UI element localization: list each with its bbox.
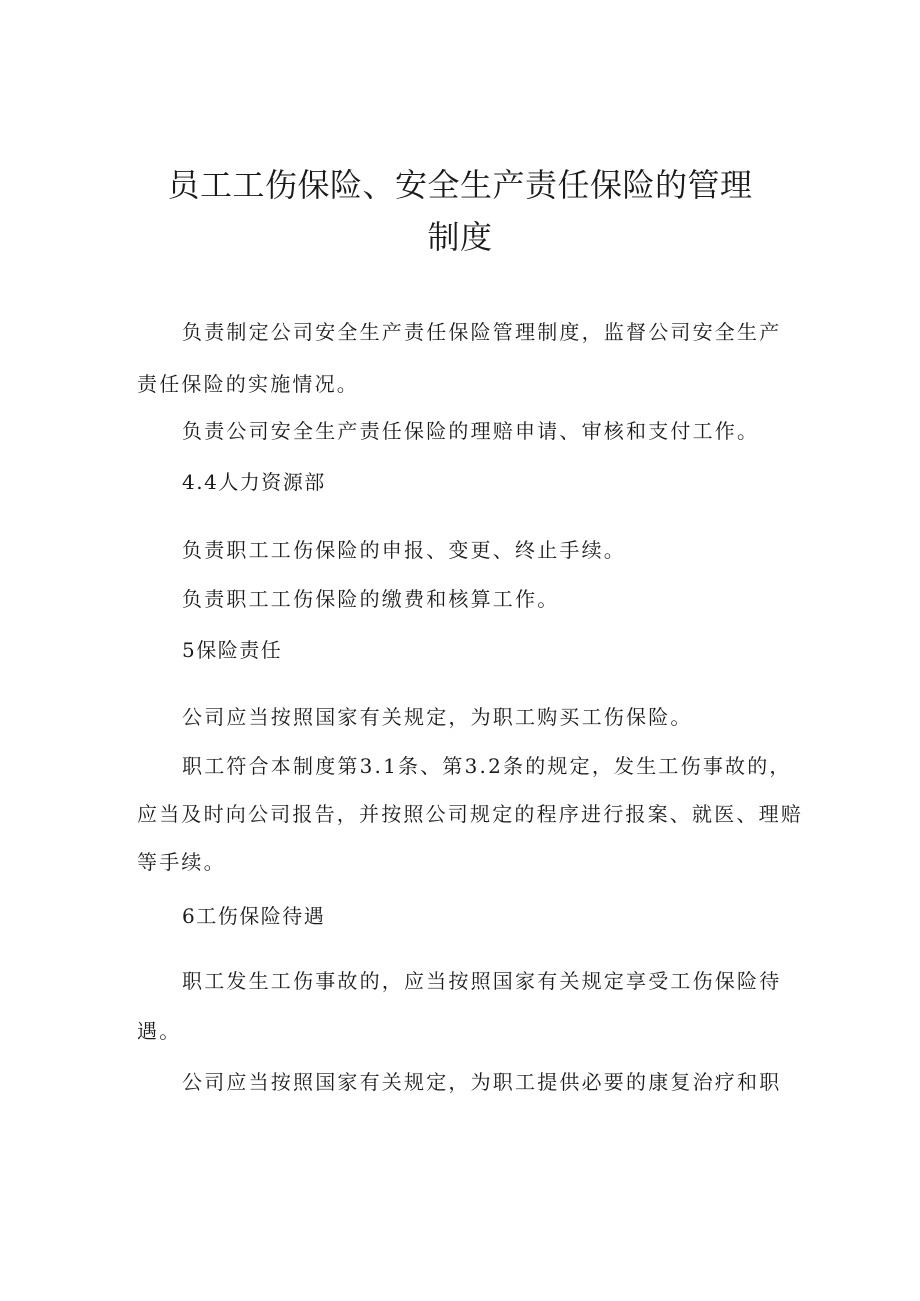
document-title-line-2: 制度 bbox=[427, 218, 493, 256]
paragraph-line: 职工符合本制度第3.1条、第3.2条的规定，发生工伤事故的， bbox=[182, 754, 792, 778]
paragraph-line: 负责制定公司安全生产责任保险管理制度，监督公司安全生产 bbox=[182, 320, 782, 344]
section-heading: 5保险责任 bbox=[182, 638, 283, 662]
section-heading: 4.4人力资源部 bbox=[182, 470, 326, 494]
paragraph-line: 遇。 bbox=[137, 1019, 182, 1043]
paragraph-line: 职工发生工伤事故的，应当按照国家有关规定享受工伤保险待 bbox=[182, 969, 782, 993]
paragraph-line: 责任保险的实施情况。 bbox=[137, 372, 359, 396]
paragraph-line: 公司应当按照国家有关规定，为职工购买工伤保险。 bbox=[182, 705, 693, 729]
paragraph-line: 负责公司安全生产责任保险的理赔申请、审核和支付工作。 bbox=[182, 419, 760, 443]
paragraph-line: 等手续。 bbox=[137, 850, 226, 874]
paragraph-line: 负责职工工伤保险的缴费和核算工作。 bbox=[182, 587, 560, 611]
paragraph-line: 公司应当按照国家有关规定，为职工提供必要的康复治疗和职 bbox=[182, 1070, 782, 1094]
paragraph-line: 负责职工工伤保险的申报、变更、终止手续。 bbox=[182, 538, 626, 562]
paragraph-line: 应当及时向公司报告，并按照公司规定的程序进行报案、就医、理赔 bbox=[137, 802, 803, 826]
document-title-line-1: 员工工伤保险、安全生产责任保险的管理 bbox=[167, 166, 753, 204]
section-heading: 6工伤保险待遇 bbox=[182, 904, 326, 928]
